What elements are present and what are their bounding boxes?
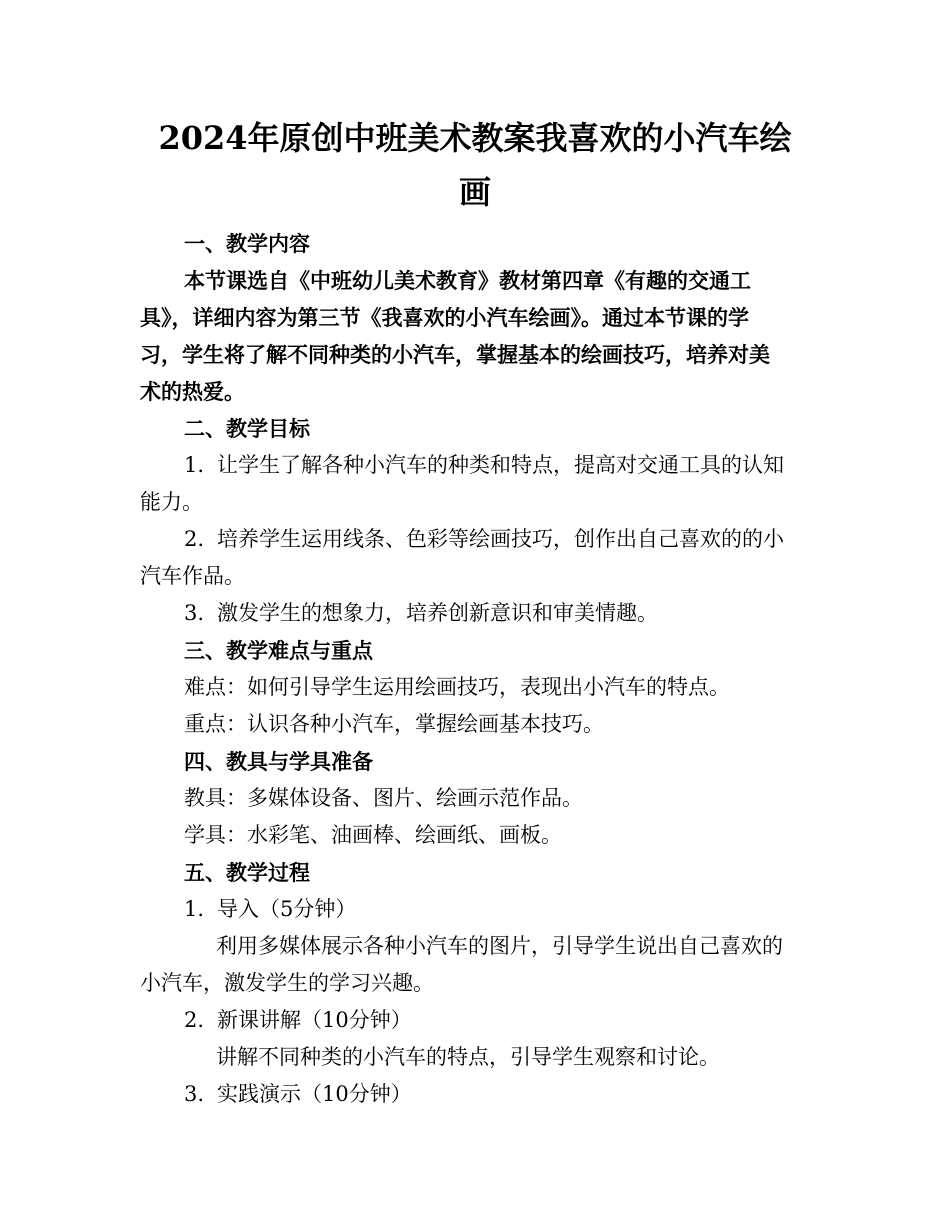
section-heading-process: 五、教学过程 (184, 860, 310, 885)
objective-text-continued: 汽车作品。 (140, 564, 245, 588)
teacher-materials-line: 教具：多媒体设备、图片、绘画示范作品。 (184, 786, 583, 810)
section-heading-objectives: 二、教学目标 (184, 416, 310, 441)
process-step-description: 讲解不同种类的小汽车的特点，引导学生观察和讨论。 (216, 1045, 720, 1069)
doc-title-line-2: 画 (458, 173, 491, 211)
objective-item (184, 455, 784, 476)
list-number: 3. (184, 601, 205, 625)
process-step-description: 利用多媒体展示各种小汽车的图片，引导学生说出自己喜欢的 (216, 934, 783, 958)
section-heading-content: 一、教学内容 (184, 231, 310, 256)
section-heading-difficulties: 三、教学难点与重点 (184, 638, 373, 663)
process-step (184, 1084, 412, 1105)
objective-text-continued: 能力。 (140, 490, 203, 514)
objective-text: 让学生了解各种小汽车的种类和特点，提高对交通工具的认知 (217, 453, 784, 477)
process-step-label: 新课讲解（10分钟） (217, 1008, 412, 1032)
section-heading-materials: 四、教具与学具准备 (184, 749, 373, 774)
process-step-description-continued: 小汽车，激发学生的学习兴趣。 (140, 971, 434, 995)
objective-item (184, 529, 784, 550)
list-number: 2. (184, 527, 205, 551)
process-step (184, 1010, 412, 1031)
objective-text: 激发学生的想象力，培养创新意识和审美情趣。 (217, 601, 658, 625)
list-number: 1. (184, 897, 205, 921)
list-number: 3. (184, 1082, 205, 1106)
list-number: 2. (184, 1008, 205, 1032)
objective-item (184, 603, 658, 624)
process-step-label: 导入（5分钟） (217, 897, 357, 921)
content-paragraph-line: 本节课选自《中班幼儿美术教育》教材第四章《有趣的交通工 (184, 268, 751, 293)
key-point-line: 重点：认识各种小汽车，掌握绘画基本技巧。 (184, 712, 604, 736)
objective-text: 培养学生运用线条、色彩等绘画技巧，创作出自己喜欢的的小 (217, 527, 784, 551)
content-paragraph-line: 术的热爱。 (140, 379, 245, 404)
doc-title-line-1: 2024年原创中班美术教案我喜欢的小汽车绘 (158, 119, 792, 157)
process-step (184, 899, 356, 920)
difficulty-line: 难点：如何引导学生运用绘画技巧，表现出小汽车的特点。 (184, 675, 730, 699)
list-number: 1. (184, 453, 205, 477)
process-step-label: 实践演示（10分钟） (217, 1082, 412, 1106)
student-materials-line: 学具：水彩笔、油画棒、绘画纸、画板。 (184, 823, 562, 847)
content-paragraph-line: 具》，详细内容为第三节《我喜欢的小汽车绘画》。通过本节课的学 (140, 305, 749, 330)
content-paragraph-line: 习，学生将了解不同种类的小汽车，掌握基本的绘画技巧，培养对美 (140, 342, 770, 367)
